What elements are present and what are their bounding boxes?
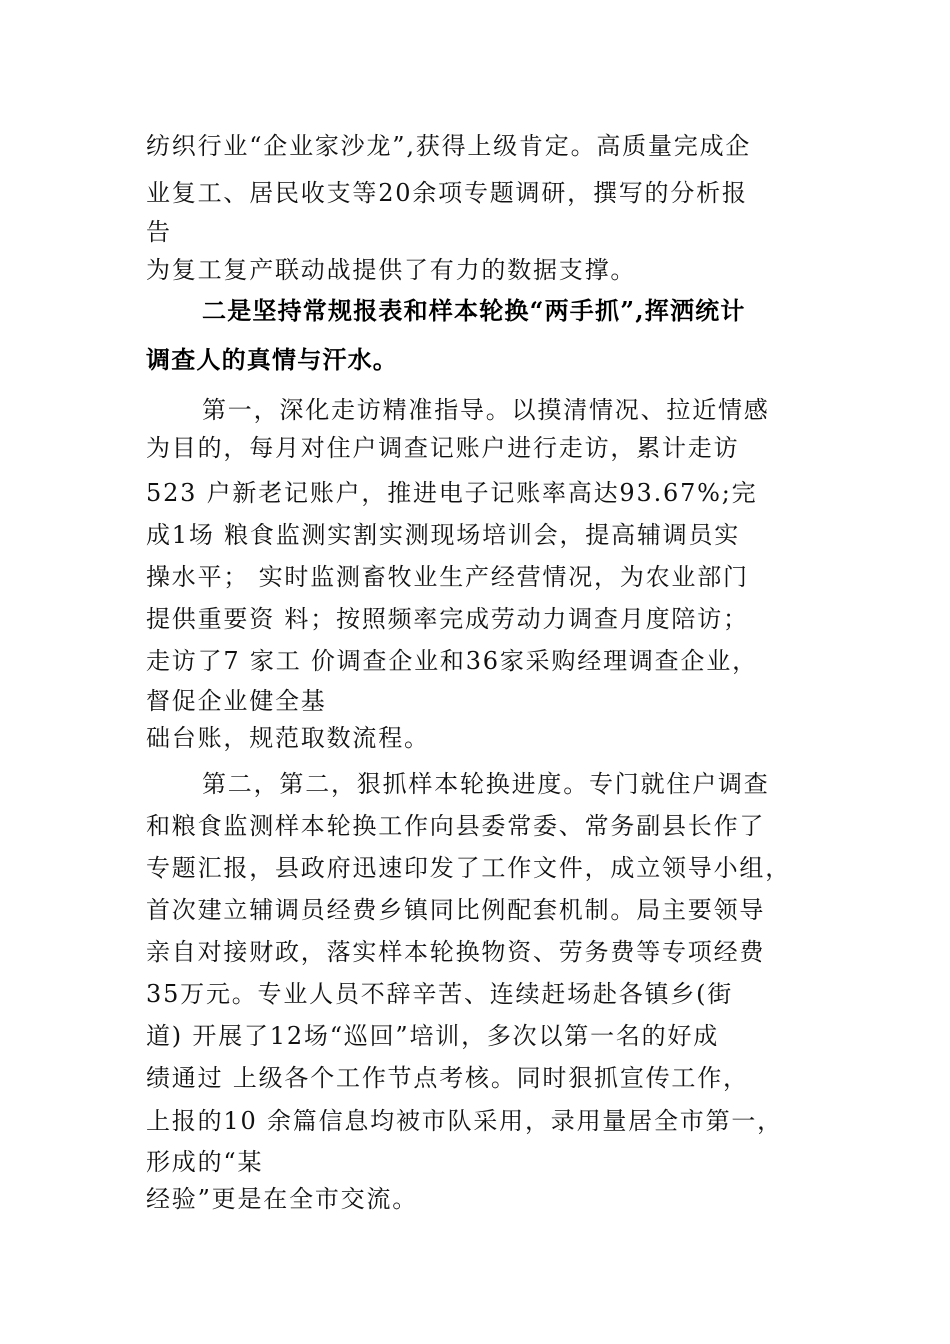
text-line-26: 经验”更是在全市交流。 xyxy=(146,1185,419,1213)
text-line-23: 绩通过 上级各个工作节点考核。同时狠抓宣传工作， xyxy=(146,1064,749,1092)
text-line-3: 告 xyxy=(146,218,172,246)
text-line-1: 纺织行业“企业家沙龙”,获得上级肯定。高质量完成企 xyxy=(146,132,752,160)
text-line-20: 亲自对接财政，落实样本轮换物资、劳务费等专项经费 xyxy=(146,938,766,966)
text-line-7: 第一，深化走访精准指导。以摸清情况、拉近情感 xyxy=(202,396,770,424)
text-line-21: 35万元。专业人员不辞辛苦、连续赶场赴各镇乡(街 xyxy=(146,980,734,1008)
text-line-10: 成1场 粮食监测实割实测现场培训会，提高辅调员实 xyxy=(146,521,741,549)
text-line-11: 操水平； 实时监测畜牧业生产经营情况，为农业部门 xyxy=(146,563,749,591)
text-line-22: 道) 开展了12场“巡回”培训，多次以第一名的好成 xyxy=(146,1022,720,1050)
text-line-15: 础台账，规范取数流程。 xyxy=(146,724,430,752)
text-line-4: 为复工复产联动战提供了有力的数据支撑。 xyxy=(146,256,637,284)
text-line-14: 督促企业健全基 xyxy=(146,687,327,715)
text-line-25: 形成的“某 xyxy=(146,1148,264,1176)
text-line-16: 第二，第二，狠抓样本轮换进度。专门就住户调查 xyxy=(202,770,770,798)
text-line-24: 上报的10 余篇信息均被市队采用，录用量居全市第一， xyxy=(146,1107,783,1135)
text-line-8: 为目的，每月对住户调查记账户进行走访，累计走访 xyxy=(146,434,740,462)
text-line-19: 首次建立辅调员经费乡镇同比例配套机制。局主要领导 xyxy=(146,896,766,924)
text-line-12: 提供重要资 料；按照频率完成劳动力调查月度陪访； xyxy=(146,605,749,633)
text-line-13: 走访了7 家工 价调查企业和36家采购经理调查企业， xyxy=(146,647,758,675)
text-line-2: 业复工、居民收支等20余项专题调研，撰写的分析报 xyxy=(146,179,748,207)
text-line-18: 专题汇报，县政府迅速印发了工作文件，成立领导小组， xyxy=(146,854,791,882)
text-line-17: 和粮食监测样本轮换工作向县委常委、常务副县长作了 xyxy=(146,812,766,840)
section-heading-line-2: 调查人的真情与汗水。 xyxy=(146,345,398,374)
section-heading-line-1: 二是坚持常规报表和样本轮换“两手抓”,挥洒统计 xyxy=(202,296,746,325)
text-line-9: 523 户新老记账户，推进电子记账率高达93.67%;完 xyxy=(146,479,758,507)
